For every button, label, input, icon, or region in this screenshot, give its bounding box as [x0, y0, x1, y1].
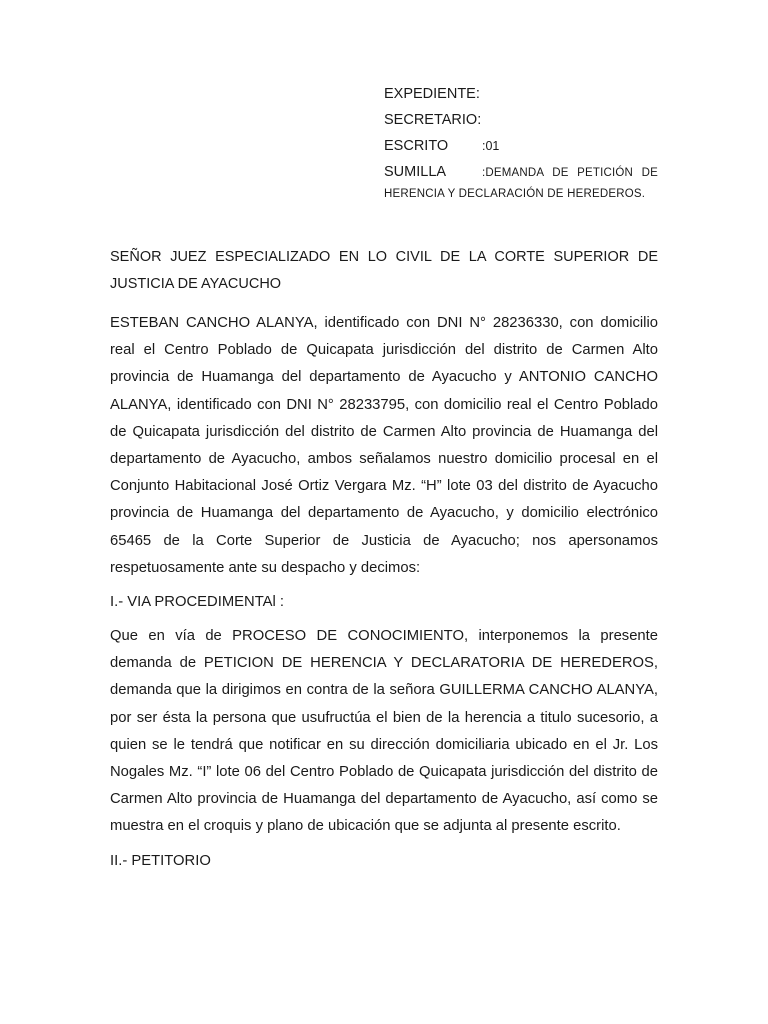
electronic-domicile: domicilio electrónico 65465: [110, 505, 659, 549]
secretario-row: [384, 112, 658, 138]
intro-text-2: , identificado con DNI N° 28233795, con domicilio real el Centro Poblado de Quicapata jurisdicción del distrito de Carmen Alto provincia de Huamanga del departamento de Ayacucho, ambos señalamos nuestro domicilio procesal en el Conjunto Habitacional José Ortiz Vergara Mz. “H” lote 03 del distrito de Ayacucho provincia de Huamanga del departamento de Ayacucho, y: [110, 396, 658, 522]
escrito-value: :01: [482, 139, 500, 153]
escrito-label: ESCRITO: [384, 138, 449, 154]
document-body: [110, 244, 658, 882]
sumilla-text-line2: HERENCIA Y DECLARACIÓN DE HEREDEROS.: [384, 188, 646, 200]
expediente-row: [384, 86, 658, 112]
plaintiff-name-1: ESTEBAN CANCHO ALANYA,: [110, 315, 318, 331]
section-title-via-procedimental: I.- VIA PROCEDIMENTAl :: [110, 594, 285, 611]
secretario-label: SECRETARIO:: [384, 112, 482, 128]
sumilla-row: [384, 164, 658, 186]
section1-text-1: Que en vía de PROCESO DE CONOCIMIENTO, interponemos la presente demanda de PETICION DE HERENCIA Y DECLARATORIA DE HEREDEROS, demanda que la dirigimos en contra de la señora: [110, 628, 658, 699]
expediente-label: EXPEDIENTE:: [384, 86, 480, 102]
intro-paragraph: [110, 310, 658, 582]
plaintiff-name-2: ANTONIO CANCHO ALANYA: [110, 369, 658, 413]
defendant-name: GUILLERMA CANCHO ALANYA: [439, 682, 654, 699]
sumilla-label: SUMILLA: [384, 164, 447, 180]
addressee-heading: SEÑOR JUEZ ESPECIALIZADO EN LO CIVIL DE LA CORTE SUPERIOR DE JUSTICIA DE AYACUCHO: [110, 249, 658, 292]
escrito-row: [384, 138, 658, 164]
case-header: [384, 86, 658, 200]
via-procedimental-paragraph: [110, 623, 658, 841]
intro-text-1: identificado con DNI N° 28236330, con domicilio real el Centro Poblado de Quicapata jurisdicción del distrito de Carmen Alto provincia de Huamanga del departamento de Ayacucho y: [110, 315, 658, 386]
section1-text-2: , por ser ésta la persona que usufructúa el bien de la herencia a titulo sucesorio, a quien se le tendrá que notificar en su dirección domiciliaria ubicado en el Jr. Los Nogales Mz. “I” lote 06 del Centro Poblado de Quicapata jurisdicción del distrito de Carmen Alto provincia de Huamanga del departamento de Ayacucho, así como se muestra en el croquis y plano de ubicación que se adjunta al presente escrito.: [110, 682, 658, 835]
sumilla-text-line1: :DEMANDA DE PETICIÓN DE: [482, 167, 658, 179]
section-title-petitorio: II.- PETITORIO: [110, 852, 211, 869]
intro-text-3: de la Corte Superior de Justicia de Ayacucho; nos apersonamos respetuosamente ante su despacho y decimos:: [110, 532, 658, 576]
